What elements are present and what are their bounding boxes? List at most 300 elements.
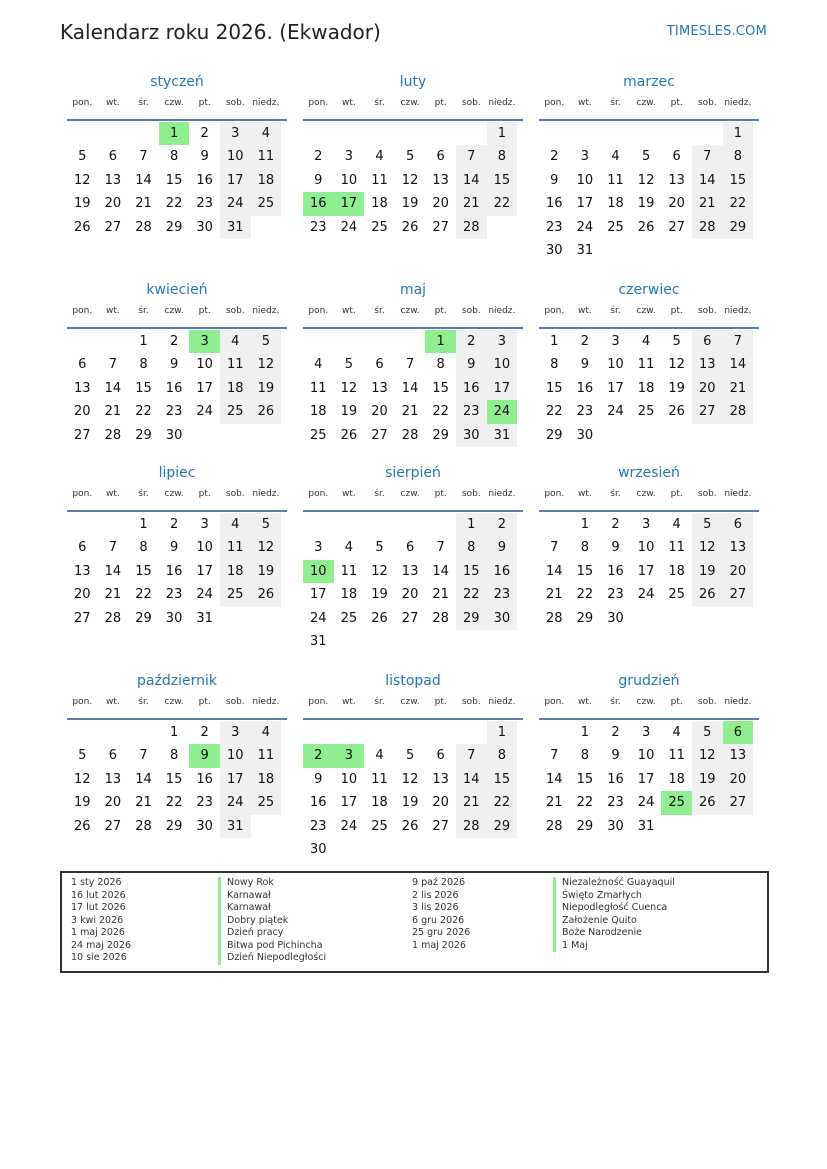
empty-cell <box>98 330 129 353</box>
weekday-header <box>67 488 287 506</box>
day-cell: 31 <box>637 818 655 834</box>
day-cell: 30 <box>487 607 518 630</box>
empty-cell <box>334 330 365 353</box>
day-cell: 25 <box>371 818 388 834</box>
day-cell: 17 <box>196 380 213 396</box>
weekday-label: pt. <box>434 697 447 707</box>
day-cell: 1 <box>723 122 754 145</box>
holiday-day-cell: 2 <box>303 744 334 767</box>
day-cell: 20 <box>104 795 122 811</box>
header-divider <box>539 510 759 512</box>
day-cell: 11 <box>340 563 358 579</box>
day-cell: 21 <box>432 587 449 603</box>
weekday-header <box>67 305 287 323</box>
day-cell: 28 <box>456 216 487 239</box>
weekday-label: śr. <box>138 98 149 108</box>
empty-cell <box>395 721 426 744</box>
day-cell: 13 <box>432 771 449 787</box>
weekday-label: wt. <box>342 489 356 499</box>
day-cell: 3 <box>344 149 354 165</box>
day-cell: 25 <box>371 219 388 235</box>
weekday-label: wt. <box>342 697 356 707</box>
day-cell: 23 <box>487 583 518 606</box>
day-cell: 4 <box>344 540 354 556</box>
day-cell: 7 <box>436 540 445 556</box>
day-cell: 16 <box>546 196 563 212</box>
day-grid <box>67 721 287 838</box>
day-cell: 5 <box>78 748 87 764</box>
day-cell: 11 <box>220 536 251 559</box>
holiday-day-cell: 1 <box>425 330 456 353</box>
day-cell: 11 <box>310 380 327 396</box>
day-grid <box>303 513 523 653</box>
holiday-day-cell: 16 <box>303 192 334 215</box>
day-cell: 12 <box>340 380 358 396</box>
weekday-label: śr. <box>610 697 621 707</box>
day-cell: 21 <box>135 795 152 811</box>
day-cell: 23 <box>310 219 327 235</box>
empty-cell <box>303 122 334 145</box>
day-cell: 23 <box>165 404 183 420</box>
day-cell: 18 <box>371 196 388 212</box>
holiday-date: 2 lis 2026 <box>412 889 459 901</box>
weekday-header <box>539 97 759 115</box>
weekday-label: pon. <box>544 697 565 707</box>
day-cell: 15 <box>165 771 183 787</box>
day-cell: 1 <box>487 122 518 145</box>
day-cell: 8 <box>487 145 518 168</box>
weekday-label: śr. <box>374 489 385 499</box>
weekday-label: sob. <box>225 697 245 707</box>
weekday-label: niedz. <box>488 306 516 316</box>
day-cell: 17 <box>220 768 251 791</box>
day-grid <box>539 330 759 447</box>
weekday-label: pon. <box>544 489 565 499</box>
day-cell: 5 <box>375 540 384 556</box>
empty-cell <box>395 330 426 353</box>
day-grid <box>539 513 759 630</box>
day-cell: 14 <box>723 353 754 376</box>
day-cell: 18 <box>607 196 624 212</box>
day-cell: 9 <box>314 172 323 188</box>
weekday-label: pt. <box>434 98 447 108</box>
weekday-label: sob. <box>461 306 481 316</box>
day-cell: 6 <box>108 748 118 764</box>
day-cell: 9 <box>611 540 620 556</box>
day-cell: 22 <box>432 404 449 420</box>
weekday-header <box>67 696 287 714</box>
holiday-date: 24 maj 2026 <box>71 939 132 951</box>
day-cell: 24 <box>576 219 594 235</box>
day-cell: 3 <box>220 721 251 744</box>
month-11 <box>539 671 759 838</box>
holiday-name: Założenie Quito <box>553 915 675 928</box>
weekday-label: śr. <box>138 306 149 316</box>
day-cell: 14 <box>135 172 152 188</box>
day-cell: 14 <box>692 169 723 192</box>
day-cell: 17 <box>310 587 327 603</box>
day-cell: 17 <box>637 563 655 579</box>
day-cell: 13 <box>723 536 754 559</box>
day-cell: 28 <box>104 610 122 626</box>
day-cell: 29 <box>487 815 518 838</box>
weekday-label: czw. <box>636 98 656 108</box>
holiday-day-cell: 10 <box>303 560 334 583</box>
month-name: grudzień <box>618 673 680 689</box>
day-cell: 25 <box>220 400 251 423</box>
day-cell: 29 <box>432 427 449 443</box>
day-cell: 13 <box>432 172 449 188</box>
day-cell: 30 <box>546 242 563 258</box>
day-cell: 18 <box>637 380 655 396</box>
holiday-date: 3 lis 2026 <box>412 902 459 913</box>
weekday-label: śr. <box>610 489 621 499</box>
day-cell: 23 <box>607 795 624 811</box>
day-cell: 1 <box>580 725 590 740</box>
day-cell: 25 <box>637 404 655 420</box>
day-cell: 31 <box>310 633 327 649</box>
day-cell: 12 <box>668 357 685 373</box>
day-cell: 17 <box>607 380 624 396</box>
weekday-header <box>539 696 759 714</box>
day-cell: 12 <box>401 172 419 188</box>
holiday-day-cell: 3 <box>334 744 365 767</box>
day-cell: 26 <box>692 583 723 606</box>
day-cell: 10 <box>220 145 251 168</box>
day-cell: 3 <box>220 122 251 145</box>
day-cell: 19 <box>251 560 282 583</box>
day-cell: 25 <box>251 192 282 215</box>
day-cell: 27 <box>371 427 388 443</box>
day-cell: 5 <box>405 149 415 165</box>
day-cell: 8 <box>580 748 590 764</box>
day-cell: 17 <box>576 196 594 212</box>
day-cell: 11 <box>668 540 685 556</box>
empty-cell <box>539 122 570 145</box>
weekday-header <box>303 488 523 506</box>
empty-cell <box>303 330 334 353</box>
day-cell: 27 <box>432 818 449 834</box>
empty-cell <box>364 122 395 145</box>
day-cell: 14 <box>456 768 487 791</box>
weekday-label: pon. <box>308 306 329 316</box>
day-cell: 12 <box>251 353 282 376</box>
day-cell: 4 <box>251 721 282 744</box>
day-cell: 7 <box>456 145 487 168</box>
weekday-label: pt. <box>434 489 447 499</box>
day-cell: 27 <box>668 219 685 235</box>
page-title: Kalendarz roku 2026. (Ekwador) <box>60 20 381 44</box>
day-cell: 25 <box>251 791 282 814</box>
empty-cell <box>570 122 601 145</box>
day-cell: 17 <box>340 795 358 811</box>
day-cell: 15 <box>723 169 754 192</box>
day-cell: 22 <box>456 583 487 606</box>
day-cell: 14 <box>432 563 449 579</box>
day-cell: 20 <box>692 377 723 400</box>
weekday-header <box>303 97 523 115</box>
day-cell: 2 <box>169 334 179 349</box>
day-cell: 14 <box>546 563 563 579</box>
holiday-day-cell: 9 <box>189 744 220 767</box>
legend-dates-col1 <box>71 877 131 965</box>
day-cell: 30 <box>607 818 624 834</box>
holiday-day-cell: 1 <box>159 122 190 145</box>
day-cell: 27 <box>432 219 449 235</box>
holiday-day-cell: 3 <box>189 330 220 353</box>
weekday-label: pon. <box>72 489 93 499</box>
day-cell: 16 <box>607 563 624 579</box>
month-name: marzec <box>623 74 675 90</box>
day-cell: 21 <box>546 795 563 811</box>
day-cell: 23 <box>607 587 624 603</box>
day-cell: 9 <box>550 172 559 188</box>
day-cell: 30 <box>607 610 624 626</box>
empty-cell <box>600 122 631 145</box>
day-cell: 23 <box>196 196 213 212</box>
weekday-label: wt. <box>578 489 592 499</box>
day-cell: 16 <box>487 560 518 583</box>
day-cell: 19 <box>637 196 655 212</box>
empty-cell <box>67 513 98 536</box>
day-cell: 9 <box>169 540 179 556</box>
day-cell: 5 <box>251 330 282 353</box>
day-cell: 7 <box>723 330 754 353</box>
day-cell: 28 <box>546 610 563 626</box>
day-cell: 27 <box>401 610 419 626</box>
day-grid <box>67 513 287 630</box>
day-cell: 8 <box>139 540 148 556</box>
header-divider <box>303 510 523 512</box>
day-cell: 12 <box>401 771 419 787</box>
day-cell: 23 <box>546 219 563 235</box>
day-cell: 12 <box>692 744 723 767</box>
day-cell: 31 <box>220 815 251 838</box>
day-cell: 27 <box>104 818 122 834</box>
day-cell: 7 <box>139 748 148 764</box>
empty-cell <box>661 122 692 145</box>
day-cell: 23 <box>165 587 183 603</box>
day-cell: 25 <box>607 219 624 235</box>
day-cell: 5 <box>641 149 651 165</box>
weekday-label: wt. <box>106 306 120 316</box>
weekday-label: pt. <box>670 98 683 108</box>
day-cell: 4 <box>375 149 384 165</box>
day-grid <box>67 330 287 447</box>
day-cell: 29 <box>723 216 754 239</box>
day-cell: 13 <box>692 353 723 376</box>
legend-dates-col2 <box>412 877 470 952</box>
day-cell: 12 <box>371 563 388 579</box>
holiday-name: Karnawał <box>218 890 326 903</box>
day-cell: 24 <box>340 219 358 235</box>
empty-cell <box>364 513 395 536</box>
day-cell: 13 <box>668 172 685 188</box>
empty-cell <box>692 122 723 145</box>
day-cell: 19 <box>401 196 419 212</box>
header-divider <box>539 119 759 121</box>
day-cell: 4 <box>251 122 282 145</box>
day-cell: 29 <box>165 818 183 834</box>
weekday-label: niedz. <box>488 489 516 499</box>
empty-cell <box>128 122 159 145</box>
day-cell: 3 <box>200 517 209 532</box>
day-cell: 28 <box>546 818 563 834</box>
day-cell: 15 <box>576 771 594 787</box>
empty-cell <box>334 513 365 536</box>
weekday-label: sob. <box>225 489 245 499</box>
day-grid <box>303 122 523 239</box>
weekday-label: wt. <box>342 98 356 108</box>
day-cell: 4 <box>641 334 651 349</box>
day-cell: 30 <box>165 610 183 626</box>
day-cell: 18 <box>251 169 282 192</box>
day-cell: 17 <box>220 169 251 192</box>
day-cell: 21 <box>456 791 487 814</box>
day-cell: 8 <box>550 357 559 373</box>
site-link[interactable]: TIMESLES.COM <box>666 24 767 39</box>
day-cell: 21 <box>456 192 487 215</box>
weekday-header <box>539 305 759 323</box>
day-cell: 13 <box>371 380 388 396</box>
day-cell: 20 <box>74 587 91 603</box>
holiday-date: 3 kwi 2026 <box>71 914 124 926</box>
weekday-label: pt. <box>670 489 683 499</box>
day-cell: 12 <box>74 172 91 188</box>
day-cell: 28 <box>432 610 449 626</box>
weekday-label: śr. <box>374 98 385 108</box>
day-cell: 1 <box>550 334 559 349</box>
weekday-label: czw. <box>636 489 656 499</box>
day-cell: 26 <box>371 610 388 626</box>
day-cell: 12 <box>74 771 91 787</box>
weekday-label: pon. <box>544 306 565 316</box>
day-cell: 9 <box>200 149 209 165</box>
day-cell: 13 <box>723 744 754 767</box>
day-cell: 1 <box>580 517 590 532</box>
weekday-label: niedz. <box>724 306 752 316</box>
day-cell: 29 <box>576 610 594 626</box>
day-cell: 26 <box>251 400 282 423</box>
header-divider <box>67 119 287 121</box>
day-cell: 20 <box>723 768 754 791</box>
weekday-label: pt. <box>670 306 683 316</box>
day-cell: 28 <box>135 219 152 235</box>
day-cell: 27 <box>723 791 754 814</box>
day-cell: 9 <box>580 357 590 373</box>
month-name: październik <box>137 673 217 689</box>
day-cell: 3 <box>580 149 590 165</box>
day-cell: 4 <box>220 330 251 353</box>
day-cell: 28 <box>104 427 122 443</box>
day-cell: 2 <box>200 725 209 740</box>
empty-cell <box>631 122 662 145</box>
day-cell: 8 <box>169 149 179 165</box>
day-cell: 11 <box>220 353 251 376</box>
day-cell: 12 <box>637 172 655 188</box>
day-cell: 31 <box>487 424 518 447</box>
day-cell: 4 <box>314 357 323 373</box>
weekday-label: wt. <box>578 98 592 108</box>
empty-cell <box>303 721 334 744</box>
day-cell: 22 <box>576 795 594 811</box>
holiday-legend <box>60 871 769 973</box>
day-cell: 14 <box>104 380 122 396</box>
day-cell: 4 <box>672 725 681 740</box>
holiday-name: Dzień pracy <box>218 927 326 940</box>
weekday-label: pon. <box>308 98 329 108</box>
day-cell: 10 <box>637 540 655 556</box>
day-cell: 7 <box>550 540 559 556</box>
day-cell: 28 <box>135 818 152 834</box>
day-cell: 5 <box>405 748 415 764</box>
day-cell: 29 <box>576 818 594 834</box>
day-cell: 6 <box>78 357 87 373</box>
day-cell: 14 <box>135 771 152 787</box>
day-cell: 13 <box>74 380 91 396</box>
day-cell: 24 <box>310 610 327 626</box>
day-grid <box>67 122 287 239</box>
day-cell: 26 <box>637 219 655 235</box>
weekday-label: niedz. <box>252 697 280 707</box>
day-cell: 26 <box>251 583 282 606</box>
weekday-label: czw. <box>400 697 420 707</box>
day-cell: 11 <box>637 357 655 373</box>
day-cell: 4 <box>611 149 620 165</box>
day-cell: 6 <box>672 149 681 165</box>
empty-cell <box>67 122 98 145</box>
day-cell: 19 <box>401 795 419 811</box>
month-4 <box>303 280 523 447</box>
day-cell: 6 <box>78 540 87 556</box>
day-cell: 28 <box>692 216 723 239</box>
weekday-header <box>67 97 287 115</box>
holiday-date: 25 gru 2026 <box>412 927 471 938</box>
weekday-label: wt. <box>106 489 120 499</box>
month-name: sierpień <box>385 465 441 481</box>
day-cell: 25 <box>310 427 327 443</box>
day-cell: 26 <box>74 219 91 235</box>
weekday-label: pt. <box>434 306 447 316</box>
day-cell: 14 <box>104 563 122 579</box>
weekday-label: wt. <box>578 697 592 707</box>
empty-cell <box>303 513 334 536</box>
holiday-date: 6 gru 2026 <box>412 914 465 926</box>
day-cell: 26 <box>692 791 723 814</box>
day-cell: 7 <box>550 748 559 764</box>
day-cell: 18 <box>310 404 327 420</box>
day-cell: 19 <box>74 196 91 212</box>
day-cell: 2 <box>611 725 620 740</box>
weekday-label: śr. <box>138 697 149 707</box>
day-cell: 1 <box>139 334 148 349</box>
day-cell: 7 <box>108 540 118 556</box>
day-cell: 3 <box>641 517 651 532</box>
weekday-label: wt. <box>578 306 592 316</box>
day-cell: 26 <box>74 818 91 834</box>
day-cell: 7 <box>405 357 415 373</box>
month-name: listopad <box>385 673 441 689</box>
day-cell: 8 <box>139 357 148 373</box>
day-cell: 23 <box>576 404 594 420</box>
empty-cell <box>539 721 570 744</box>
day-cell: 10 <box>196 357 213 373</box>
weekday-label: niedz. <box>252 306 280 316</box>
month-7 <box>303 463 523 653</box>
day-cell: 29 <box>546 427 563 443</box>
weekday-label: sob. <box>697 697 717 707</box>
weekday-label: niedz. <box>724 489 752 499</box>
